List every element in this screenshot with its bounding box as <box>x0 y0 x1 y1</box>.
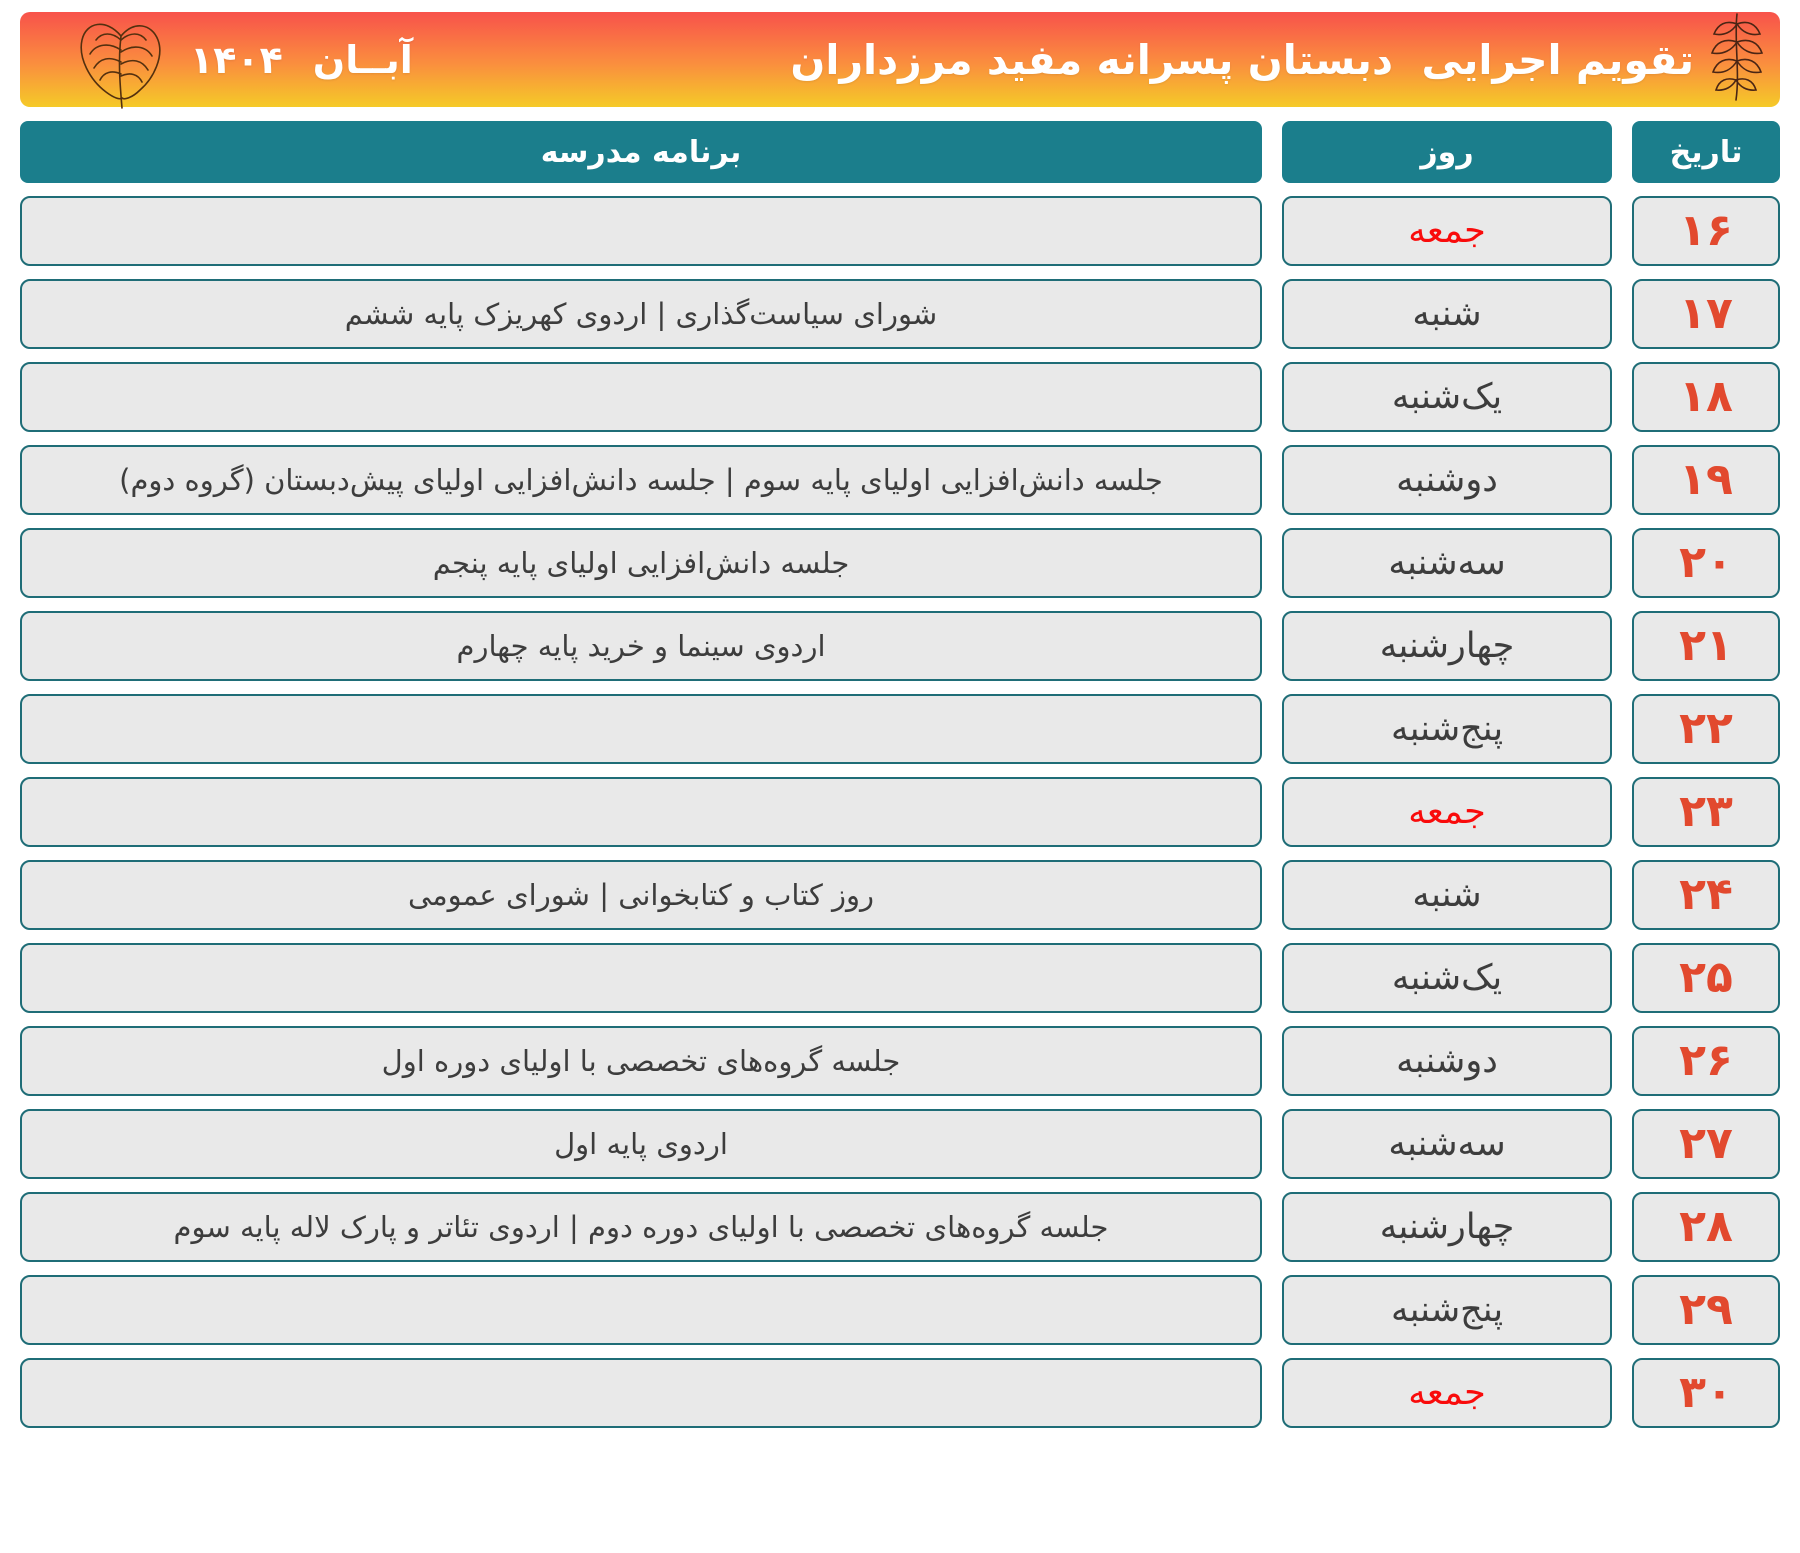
date-cell <box>1632 1275 1780 1345</box>
date-number: ۱۶ <box>1679 205 1733 256</box>
date-cell <box>1632 694 1780 764</box>
date-number: ۱۷ <box>1679 288 1733 339</box>
banner-month: آبــان <box>312 37 413 82</box>
program-text: جلسه گروه‌های تخصصی با اولیای دوره دوم | اردوی تئاتر و پارک لاله پایه سوم <box>173 1209 1109 1244</box>
day-name: دوشنبه <box>1396 459 1498 500</box>
day-name: شنبه <box>1412 293 1482 334</box>
column-header-date: تاریخ <box>1632 121 1780 183</box>
program-text: روز کتاب و کتابخوانی | شورای عمومی <box>407 877 875 912</box>
day-name: جمعه <box>1408 210 1486 251</box>
day-cell <box>1282 943 1612 1013</box>
program-cell <box>20 528 1262 598</box>
date-cell <box>1632 1109 1780 1179</box>
banner-year: ۱۴۰۴ <box>190 37 283 82</box>
program-text: شورای سیاست‌گذاری | اردوی کهریزک پایه ششم <box>344 296 938 331</box>
day-name: سه‌شنبه <box>1388 542 1506 583</box>
day-name: شنبه <box>1412 874 1482 915</box>
date-number: ۳۰ <box>1679 1367 1733 1418</box>
date-number: ۲۸ <box>1679 1201 1733 1252</box>
date-cell <box>1632 943 1780 1013</box>
day-cell <box>1282 611 1612 681</box>
day-name: پنج‌شنبه <box>1390 708 1504 749</box>
program-cell <box>20 1192 1262 1262</box>
date-number: ۲۲ <box>1679 703 1733 754</box>
day-cell <box>1282 196 1612 266</box>
date-number: ۲۹ <box>1679 1284 1733 1335</box>
day-name: یک‌شنبه <box>1391 957 1503 998</box>
program-text: جلسه دانش‌افزایی اولیای پایه پنجم <box>432 545 850 580</box>
day-name: چهارشنبه <box>1379 1206 1515 1247</box>
date-cell <box>1632 279 1780 349</box>
date-cell <box>1632 1026 1780 1096</box>
program-cell <box>20 1026 1262 1096</box>
program-cell <box>20 694 1262 764</box>
day-cell <box>1282 362 1612 432</box>
program-text: اردوی پایه اول <box>554 1126 728 1161</box>
date-cell <box>1632 196 1780 266</box>
program-cell <box>20 279 1262 349</box>
date-number: ۲۴ <box>1679 869 1733 920</box>
day-cell <box>1282 694 1612 764</box>
day-name: پنج‌شنبه <box>1390 1289 1504 1330</box>
program-cell <box>20 611 1262 681</box>
date-number: ۱۹ <box>1679 454 1733 505</box>
program-cell <box>20 362 1262 432</box>
program-text: اردوی سینما و خرید پایه چهارم <box>456 628 826 663</box>
date-number: ۲۶ <box>1679 1035 1733 1086</box>
date-number: ۲۳ <box>1679 786 1733 837</box>
program-cell <box>20 860 1262 930</box>
date-cell <box>1632 777 1780 847</box>
day-name: چهارشنبه <box>1379 625 1515 666</box>
date-cell <box>1632 445 1780 515</box>
date-cell <box>1632 611 1780 681</box>
day-cell <box>1282 1192 1612 1262</box>
date-cell <box>1632 1358 1780 1428</box>
day-name: جمعه <box>1408 1372 1486 1413</box>
program-text: جلسه گروه‌های تخصصی با اولیای دوره اول <box>381 1043 901 1078</box>
day-cell <box>1282 1358 1612 1428</box>
banner <box>20 12 1780 107</box>
day-cell <box>1282 1275 1612 1345</box>
program-text: جلسه دانش‌افزایی اولیای پایه سوم | جلسه دانش‌افزایی اولیای پیش‌دبستان (گروه دوم) <box>119 462 1163 497</box>
date-number: ۲۵ <box>1679 952 1733 1003</box>
branch-leaves-icon <box>1704 10 1770 106</box>
program-cell <box>20 196 1262 266</box>
column-header-day: روز <box>1282 121 1612 183</box>
program-cell <box>20 1109 1262 1179</box>
date-cell <box>1632 1192 1780 1262</box>
column-header-program: برنامه مدرسه <box>20 121 1262 183</box>
day-name: یک‌شنبه <box>1391 376 1503 417</box>
calendar-table <box>20 121 1780 1428</box>
date-number: ۱۸ <box>1679 371 1733 422</box>
day-name: جمعه <box>1408 791 1486 832</box>
day-name: دوشنبه <box>1396 1040 1498 1081</box>
program-cell <box>20 1358 1262 1428</box>
date-number: ۲۰ <box>1679 537 1733 588</box>
date-number: ۲۱ <box>1679 620 1733 671</box>
day-cell <box>1282 1109 1612 1179</box>
banner-title: تقویم اجرایی دبستان پسرانه مفید مرزداران <box>790 35 1694 84</box>
program-cell <box>20 943 1262 1013</box>
date-cell <box>1632 362 1780 432</box>
day-cell <box>1282 445 1612 515</box>
day-cell <box>1282 528 1612 598</box>
date-cell <box>1632 860 1780 930</box>
day-cell <box>1282 860 1612 930</box>
date-cell <box>1632 528 1780 598</box>
program-cell <box>20 1275 1262 1345</box>
program-cell <box>20 777 1262 847</box>
monstera-leaf-icon <box>76 14 164 114</box>
day-cell <box>1282 1026 1612 1096</box>
day-name: سه‌شنبه <box>1388 1123 1506 1164</box>
program-cell <box>20 445 1262 515</box>
date-number: ۲۷ <box>1679 1118 1733 1169</box>
day-cell <box>1282 279 1612 349</box>
day-cell <box>1282 777 1612 847</box>
